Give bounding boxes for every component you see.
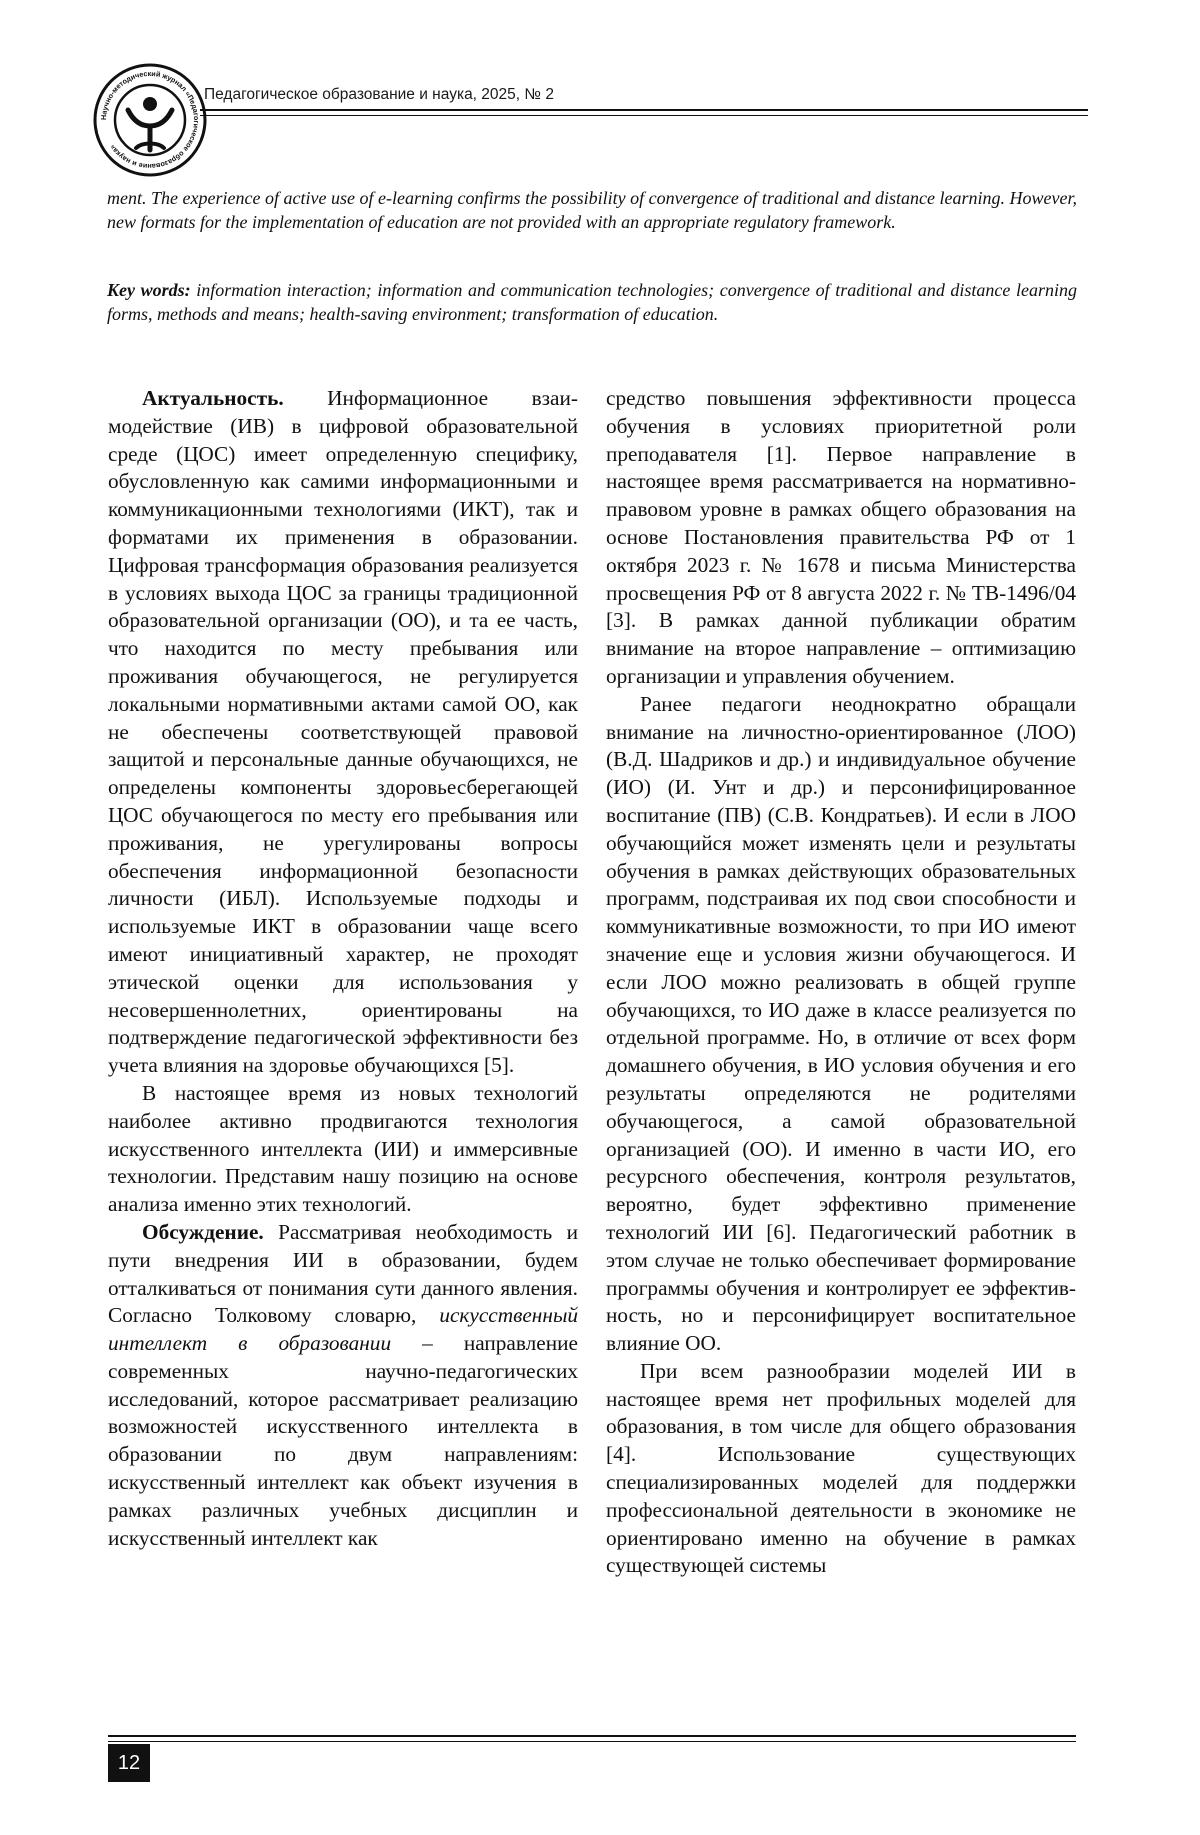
right-column (606, 385, 1076, 1580)
keywords (107, 278, 1077, 326)
header-rule-thin (200, 115, 1088, 116)
paragraph-technologies: В настоящее время из новых технологий наиболее активно продвигаются технология искусственного интеллекта (ИИ) и иммерсивные технологии. Представим нашу позицию на основе анализа именно этих технологий. (108, 1080, 578, 1217)
paragraph-continuation: средство повышения эффективности процесса обучения в условиях приоритетной роли преподавателя [1]. Первое направление в настоящее время рассматривается на нормативно-правовом уровне в рамках общего образования на основе Постановления правительства РФ от 1 октября 2023 г. № 1678 и письма Министерства просвещения РФ от 8 августа 2022 г. № ТВ-1496/04 [3]. В рамках данной публикации обратим внимание на второе направление – оптимизацию организации и управления обучением. (606, 386, 1076, 688)
paragraph-ai-models: При всем разнообразии моделей ИИ в настоящее время нет профильных моделей для образования, в том числе для общего образования [4]. Использование существующих специализированных моделей для поддержки профессиональной деятельности в экономике не ориентировано именно на обучение в рамках существующей системы (606, 1358, 1076, 1578)
journal-title: Педагогическое образование и наука, 2025, № 2 (204, 86, 554, 103)
keywords-label: Key words: (107, 280, 191, 300)
page-number: 12 (108, 1744, 150, 1782)
paragraph-text: Рассматривая необходимость и пути внедрения ИИ в образовании, будем отталкиваться от понимания сути данного явления. Согласно Толковому словарю, (108, 1219, 578, 1328)
abstract-tail: ment. The experience of active use of e-learning confirms the possibility of convergence of traditional and distance learning. However, new formats for the implementation of education are not provided with an appropriate regulatory framework. (107, 188, 1077, 232)
keywords-text: information interaction; information and communication technologies; convergence of traditional and distance learning forms, methods and means; health-saving environment; transformation of education. (107, 280, 1077, 324)
italic-term: искусственный интеллект в образовании (108, 1303, 579, 1356)
paragraph-text: Информационное взаимодействие (ИВ) в цифровой образовательной среде (ЦОС) имеет определенную специфику, обусловленную как самими информационными и коммуникационными технологиями (ИКТ), так и форматами их применения в образовании. Цифровая трансформация образования реализуется в условиях выхода ЦОС за границы традиционной образовательной организации (ОО), и та ее часть, что находится по месту пребывания или проживания обучающегося, не регулируется локальными нормативными актами самой ОО, как не обеспечены соответствующей правовой защитой и персональные данные обучающихся, не определены компоненты здоровьесберегающей ЦОС обучающегося по месту его пребывания или проживания, не урегулированы вопросы обеспечения информационной безопасности личности (ИБЛ). Используемые подходы и используемые ИКТ в образовании чаще всего имеют инициативный характер, не проходят этической оценки для использования у несовершеннолетних, ориентированы на подтверждение педагогической эффективности без учета влияния на здоровье обучающихся [5]. (108, 386, 579, 1078)
section-heading-discussion: Обсуждение. (142, 1219, 264, 1244)
paragraph-relevance (108, 385, 578, 1080)
header-rule (200, 109, 1088, 111)
footer-rule-thin (108, 1741, 1076, 1742)
logo-ring-text: Научно-методический журнал «Педагогическое образование и наука» (98, 68, 202, 172)
paragraph-discussion (108, 1219, 578, 1553)
paragraph-personalized-learning: Ранее педагоги неоднократно обращали внимание на личностно-ориентированное (ЛОО) (В.Д. Шадриков и др.) и индивидуальное обучение (ИО) (И. Унт и др.) и персонифицированное воспитание (ПВ) (С.В. Кондратьев). И если в ЛОО обучающийся может изменять цели и результаты обучения в рамках действующих образовательных программ, подстраивая их под свои способности и коммуникативные возможности, то при ИО имеют значение еще и условия жизни обучающегося. И если ЛОО можно реализовать в общей группе обучающихся, то ИО даже в классе реализуется по отдельной программе. Но, в отличие от всех форм домашнего обучения, в ИО условия обучения и его результаты определяются не родителями обучающегося, а самой образовательной организацией (ОО). И именно в части ИО, его ресурсного обеспечения, контроля результатов, вероятно, будет эффективно применение технологий ИИ [6]. Педагогический работник в этом случае не только обеспечивает формирование программы обучения и контролирует ее эффективность, но и персонифицирует воспитательное влияние ОО. (606, 691, 1076, 1356)
left-column (108, 385, 578, 1552)
journal-seal-icon (92, 62, 208, 178)
footer-rule (108, 1735, 1076, 1737)
paragraph-text: – направление современных научно-педагогических исследований, которое рассматривает реализацию возможностей искусственного интеллекта в образовании по двум направлениям: искусственный интеллект как объект изучения в рамках различных учебных дисциплин и искусственный интеллект как (108, 1331, 578, 1550)
section-heading-relevance: Актуальность. (142, 386, 284, 410)
page-header (92, 62, 1092, 182)
